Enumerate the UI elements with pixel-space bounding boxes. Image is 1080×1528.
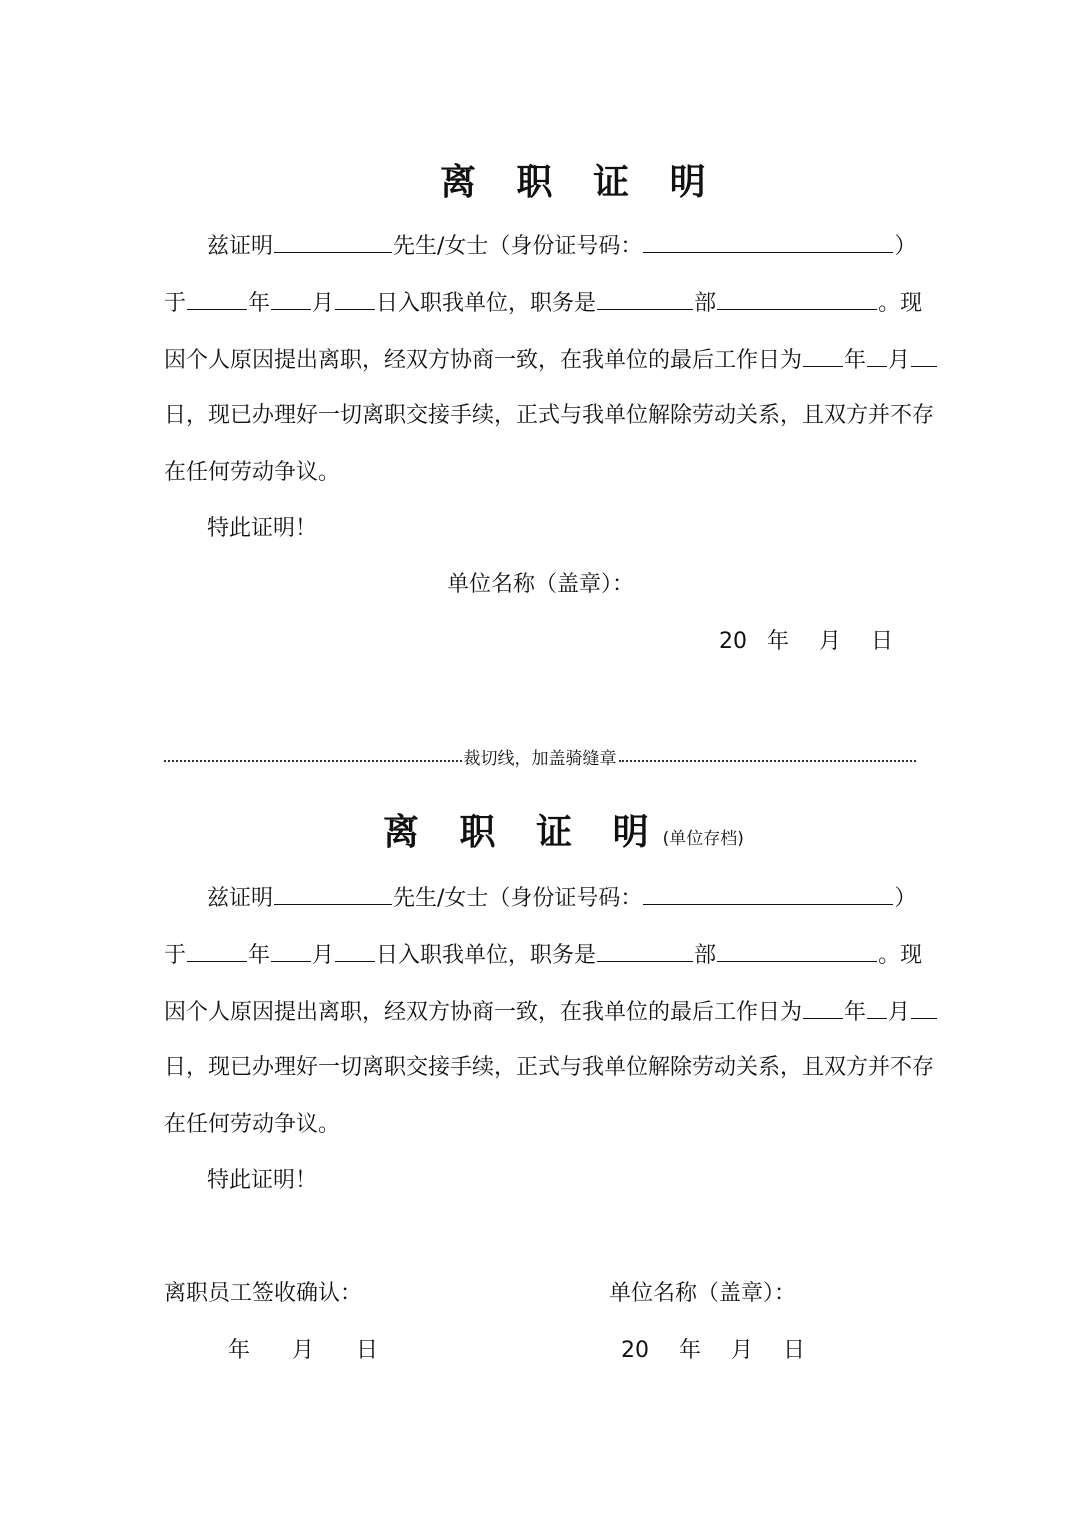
text-dept: 部 <box>694 291 717 316</box>
certificate-title-bottom <box>383 804 744 855</box>
cut-line-dots-left <box>164 760 462 762</box>
text-month: 月 <box>888 348 911 373</box>
department-blank[interactable] <box>597 939 693 962</box>
text-now: 。现 <box>878 291 923 316</box>
date-month: 月 <box>819 629 842 654</box>
date-month: 月 <box>731 1338 754 1363</box>
cut-line-dots-right <box>619 760 917 762</box>
date-year: 年 <box>679 1338 702 1363</box>
employee-date-day: 日 <box>356 1338 379 1363</box>
cut-line <box>164 744 916 768</box>
employee-date-line <box>228 1336 378 1366</box>
date-prefix: 20 <box>621 1338 649 1363</box>
entry-year-blank[interactable] <box>187 287 247 310</box>
name-blank[interactable] <box>274 882 392 905</box>
date-line-top <box>719 627 893 657</box>
date-prefix: 20 <box>719 629 747 654</box>
last-month-blank[interactable] <box>867 996 887 1019</box>
unit-seal-label-bottom: 单位名称（盖章）： <box>609 1281 797 1306</box>
text-close-paren: ） <box>894 234 917 259</box>
title-archive-note: (单位存档) <box>662 829 744 849</box>
paragraph-line-3-bottom <box>164 996 938 1028</box>
closing-text-bottom: 特此证明！ <box>207 1168 318 1193</box>
entry-month-blank[interactable] <box>271 287 311 310</box>
text-close-paren: ） <box>894 886 917 911</box>
text-now: 。现 <box>878 943 923 968</box>
position-blank[interactable] <box>717 287 877 310</box>
employee-date-month: 月 <box>292 1338 315 1363</box>
paragraph-line-1-bottom <box>207 882 916 914</box>
department-blank[interactable] <box>597 287 693 310</box>
paragraph-line-1-top <box>207 230 916 262</box>
text-entry-position: 日入职我单位，职务是 <box>376 291 597 316</box>
text-certify: 兹证明 <box>207 886 274 911</box>
title-text: 离 职 证 明 <box>383 812 663 853</box>
id-number-blank[interactable] <box>643 230 893 253</box>
paragraph-line-5-top: 在任何劳动争议。 <box>164 460 341 485</box>
text-dept: 部 <box>694 943 717 968</box>
entry-year-blank[interactable] <box>187 939 247 962</box>
position-blank[interactable] <box>717 939 877 962</box>
text-entry-position: 日入职我单位，职务是 <box>376 943 597 968</box>
text-month: 月 <box>312 291 335 316</box>
name-blank[interactable] <box>274 230 392 253</box>
employee-date-year: 年 <box>228 1338 251 1363</box>
last-day-blank[interactable] <box>911 344 937 367</box>
entry-day-blank[interactable] <box>335 287 375 310</box>
paragraph-line-3-top <box>164 344 938 376</box>
text-gender-id: 先生/女士（身份证号码： <box>393 234 643 259</box>
text-gender-id: 先生/女士（身份证号码： <box>393 886 643 911</box>
text-certify: 兹证明 <box>207 234 274 259</box>
last-year-blank[interactable] <box>803 996 843 1019</box>
id-number-blank[interactable] <box>643 882 893 905</box>
paragraph-line-4-top: 日，现已办理好一切离职交接手续，正式与我单位解除劳动关系，且双方并不存 <box>164 403 935 428</box>
text-year: 年 <box>248 291 271 316</box>
text-year: 年 <box>844 348 867 373</box>
certificate-title-top: 离 职 证 明 <box>440 162 720 203</box>
closing-text-top: 特此证明！ <box>207 516 318 541</box>
text-year: 年 <box>844 1000 867 1025</box>
employee-sign-label: 离职员工签收确认： <box>164 1281 363 1306</box>
cut-line-label: 裁切线，加盖骑缝章 <box>463 748 617 769</box>
entry-month-blank[interactable] <box>271 939 311 962</box>
entry-day-blank[interactable] <box>335 939 375 962</box>
paragraph-line-2-bottom <box>164 939 922 971</box>
date-day: 日 <box>783 1338 806 1363</box>
paragraph-line-5-bottom: 在任何劳动争议。 <box>164 1112 341 1137</box>
last-day-blank[interactable] <box>911 996 937 1019</box>
date-day: 日 <box>871 629 894 654</box>
text-yu: 于 <box>164 943 187 968</box>
text-month: 月 <box>312 943 335 968</box>
date-year: 年 <box>767 629 790 654</box>
text-reason: 因个人原因提出离职，经双方协商一致，在我单位的最后工作日为 <box>164 348 803 373</box>
paragraph-line-2-top <box>164 287 922 319</box>
text-month: 月 <box>888 1000 911 1025</box>
unit-seal-label-top: 单位名称（盖章）： <box>447 572 635 597</box>
text-year: 年 <box>248 943 271 968</box>
text-reason: 因个人原因提出离职，经双方协商一致，在我单位的最后工作日为 <box>164 1000 803 1025</box>
last-year-blank[interactable] <box>803 344 843 367</box>
text-yu: 于 <box>164 291 187 316</box>
date-line-bottom <box>621 1336 805 1366</box>
paragraph-line-4-bottom: 日，现已办理好一切离职交接手续，正式与我单位解除劳动关系，且双方并不存 <box>164 1055 935 1080</box>
last-month-blank[interactable] <box>867 344 887 367</box>
